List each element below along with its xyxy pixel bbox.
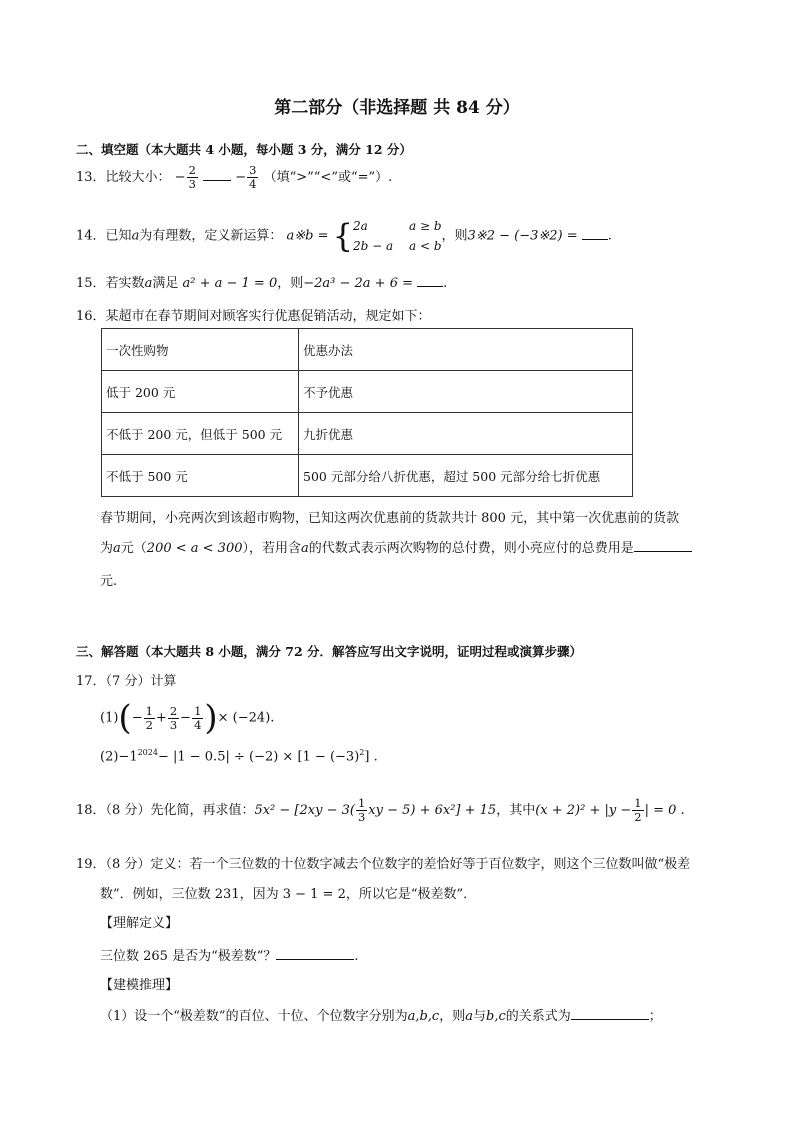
- question-text: （8 分）先化简，再求值：: [105, 803, 255, 818]
- fraction: [187, 164, 198, 191]
- question-text: ，则: [441, 228, 468, 244]
- question-text: 的关系式为: [505, 1009, 571, 1024]
- fraction: [144, 705, 155, 732]
- expression: −1: [118, 749, 138, 765]
- question-number: 16．: [76, 309, 106, 324]
- numerator: 1: [634, 796, 642, 810]
- expression: xy − 5) + 6x²] + 15: [368, 803, 497, 818]
- question-text: 满足: [152, 276, 179, 291]
- left-paren: (: [118, 698, 132, 738]
- condition: 200 < a < 300: [146, 541, 243, 556]
- variable: a: [301, 541, 309, 556]
- punctuation: .: [270, 710, 275, 726]
- fraction: [356, 797, 367, 824]
- table-row: [102, 413, 633, 455]
- question-number: 15．: [76, 276, 106, 291]
- fraction-sign: −: [131, 710, 143, 726]
- question-17-head: [76, 670, 176, 689]
- question-17-part-1: [100, 698, 275, 738]
- piecewise-cases: [353, 216, 442, 256]
- section-2-header: 二、填空题（本大题共 4 小题，每小题 3 分，满分 12 分）: [76, 142, 412, 157]
- question-text: 比较大小：: [105, 170, 171, 185]
- question-text: （1）设一个“极差数”的百位、十位、个位数字分别为: [100, 1009, 408, 1024]
- denominator: 2: [634, 810, 642, 824]
- table-row: [102, 329, 633, 371]
- denominator: 3: [169, 717, 178, 732]
- table-cell: 优惠办法: [299, 329, 633, 371]
- expression: −2a³ − 2a + 6 =: [303, 276, 413, 291]
- table-row: [102, 371, 633, 413]
- question-16-intro: [76, 305, 431, 324]
- expression: ] .: [364, 749, 378, 765]
- table-cell: 低于 200 元: [102, 371, 299, 413]
- question-19-line-1: [76, 853, 690, 872]
- table-cell: 不低于 200 元，但低于 500 元: [102, 413, 299, 455]
- question-text: ），若用含: [242, 541, 302, 556]
- variable: a: [465, 1009, 473, 1024]
- question-19-part-a: [100, 945, 359, 964]
- case-2-condition: a < b: [408, 239, 442, 253]
- question-15: [76, 272, 447, 291]
- punctuation: .: [680, 803, 685, 818]
- fraction: [168, 705, 179, 732]
- denominator: 4: [249, 177, 257, 191]
- question-14: [76, 216, 612, 256]
- table-cell: 不低于 500 元: [102, 455, 299, 497]
- question-text: ，其中: [496, 803, 536, 818]
- table-cell: 一次性购物: [102, 329, 299, 371]
- fraction: [247, 164, 258, 191]
- question-number: 19．: [76, 857, 106, 872]
- subsection-modeling: 【建模推理】: [100, 978, 179, 993]
- variable: a: [144, 276, 153, 291]
- right-paren: ): [204, 698, 218, 738]
- answer-blank[interactable]: [571, 1007, 649, 1020]
- question-13: [76, 164, 392, 191]
- question-number: 14．: [76, 228, 106, 244]
- equation: a² + a − 1 = 0: [182, 276, 278, 291]
- numerator: 1: [194, 703, 202, 718]
- question-number: 13．: [76, 170, 106, 185]
- question-text: 已知: [105, 228, 132, 244]
- discount-table: [101, 328, 633, 497]
- question-text: 为: [100, 541, 114, 556]
- question-text: （7 分）计算: [105, 674, 177, 689]
- exponent: 2: [359, 748, 365, 757]
- question-text: 为有理数，定义新运算：: [139, 228, 283, 244]
- condition: (x + 2)² + |y −: [535, 803, 632, 818]
- numerator: 2: [188, 163, 196, 177]
- denominator: 4: [194, 717, 202, 732]
- section-3-header: 三、解答题（本大题共 8 小题，满分 72 分．解答应写出文字说明，证明过程或演算步骤）: [76, 644, 583, 659]
- variable: a: [131, 228, 140, 244]
- numerator: 1: [145, 703, 153, 718]
- case-1-condition: a ≥ b: [408, 219, 442, 233]
- table-cell: 九折优惠: [299, 413, 633, 455]
- part-label: (2): [100, 749, 119, 765]
- punctuation: ；: [648, 1009, 662, 1024]
- expression: 5x² − [2xy − 3(: [254, 803, 355, 818]
- denominator: 2: [145, 717, 153, 732]
- table-cell: 不予优惠: [299, 371, 633, 413]
- fraction: [192, 705, 203, 732]
- question-number: 18．: [76, 803, 106, 818]
- question-text: 若实数: [105, 276, 145, 291]
- question-text: ，则: [277, 276, 304, 291]
- answer-blank[interactable]: [582, 227, 608, 240]
- question-text: 元（: [120, 541, 147, 556]
- punctuation: .: [354, 949, 359, 964]
- question-text: ，则: [439, 1009, 466, 1024]
- punctuation: .: [443, 276, 448, 291]
- numerator: 1: [357, 796, 366, 810]
- fraction-sign: −: [235, 170, 247, 185]
- subsection-understand-definition: 【理解定义】: [100, 916, 179, 931]
- answer-blank[interactable]: [417, 274, 443, 287]
- punctuation: .: [607, 228, 612, 244]
- variables: b,c: [486, 1009, 506, 1024]
- fraction-sign: −: [174, 170, 186, 185]
- case-1-expression: 2a: [352, 219, 368, 233]
- answer-blank[interactable]: [634, 539, 692, 552]
- question-text: 某超市在春节期间对顾客实行优惠促销活动，规定如下：: [105, 309, 431, 324]
- question-17-part-2: [100, 748, 378, 764]
- question-text: 三位数 265 是否为“极差数”？: [100, 949, 277, 964]
- answer-blank[interactable]: [203, 168, 231, 181]
- denominator: 3: [188, 177, 196, 191]
- part-label: (1): [100, 710, 119, 726]
- question-16-line-1: 春节期间，小亮两次到该超市购物，已知这两次优惠前的货款共计 800 元，其中第一次优惠前的货款: [100, 511, 680, 526]
- question-text: 的代数式表示两次购物的总付费，则小亮应付的总费用是: [308, 541, 634, 556]
- case-2-expression: 2b − a: [352, 239, 394, 253]
- question-number: 17．: [76, 674, 106, 689]
- question-18: [76, 797, 685, 824]
- question-text: （8 分）定义：若一个三位数的十位数字减去个位数字的差恰好等于百位数字，则这个三位数叫做“极差: [105, 857, 691, 872]
- page-title: 第二部分（非选择题 共 84 分）: [274, 98, 520, 118]
- calculation-expression: 3※2 − (−3※2) =: [467, 228, 578, 244]
- operation-definition: a※b =: [286, 228, 329, 244]
- question-text: 与: [472, 1009, 486, 1024]
- question-19-part-1: [100, 1005, 662, 1024]
- variable: a: [113, 541, 121, 556]
- hint-text: （填“>”“<”或“=”）.: [263, 170, 393, 185]
- question-19-line-2: 数”．例如，三位数 231，因为 3 − 1 = 2，所以它是“极差数”．: [100, 887, 477, 902]
- denominator: 3: [357, 810, 366, 824]
- exponent: 2024: [137, 748, 158, 757]
- expression: × (−24): [217, 710, 271, 726]
- question-16-line-2: [100, 537, 692, 556]
- answer-blank[interactable]: [276, 947, 354, 960]
- fraction-sign: −: [180, 710, 192, 726]
- question-16-line-3: 元.: [100, 574, 118, 589]
- numerator: 3: [249, 163, 257, 177]
- fraction-sign: +: [155, 710, 167, 726]
- variables: a,b,c: [407, 1009, 440, 1024]
- expression: − |1 − 0.5| ÷ (−2) × [1 − (−3): [157, 749, 360, 765]
- left-brace: {: [332, 217, 353, 255]
- table-cell: 500 元部分给八折优惠，超过 500 元部分给七折优惠: [299, 455, 633, 497]
- condition: | = 0: [644, 803, 677, 818]
- table-row: [102, 455, 633, 497]
- fraction: [632, 797, 643, 824]
- numerator: 2: [169, 703, 178, 718]
